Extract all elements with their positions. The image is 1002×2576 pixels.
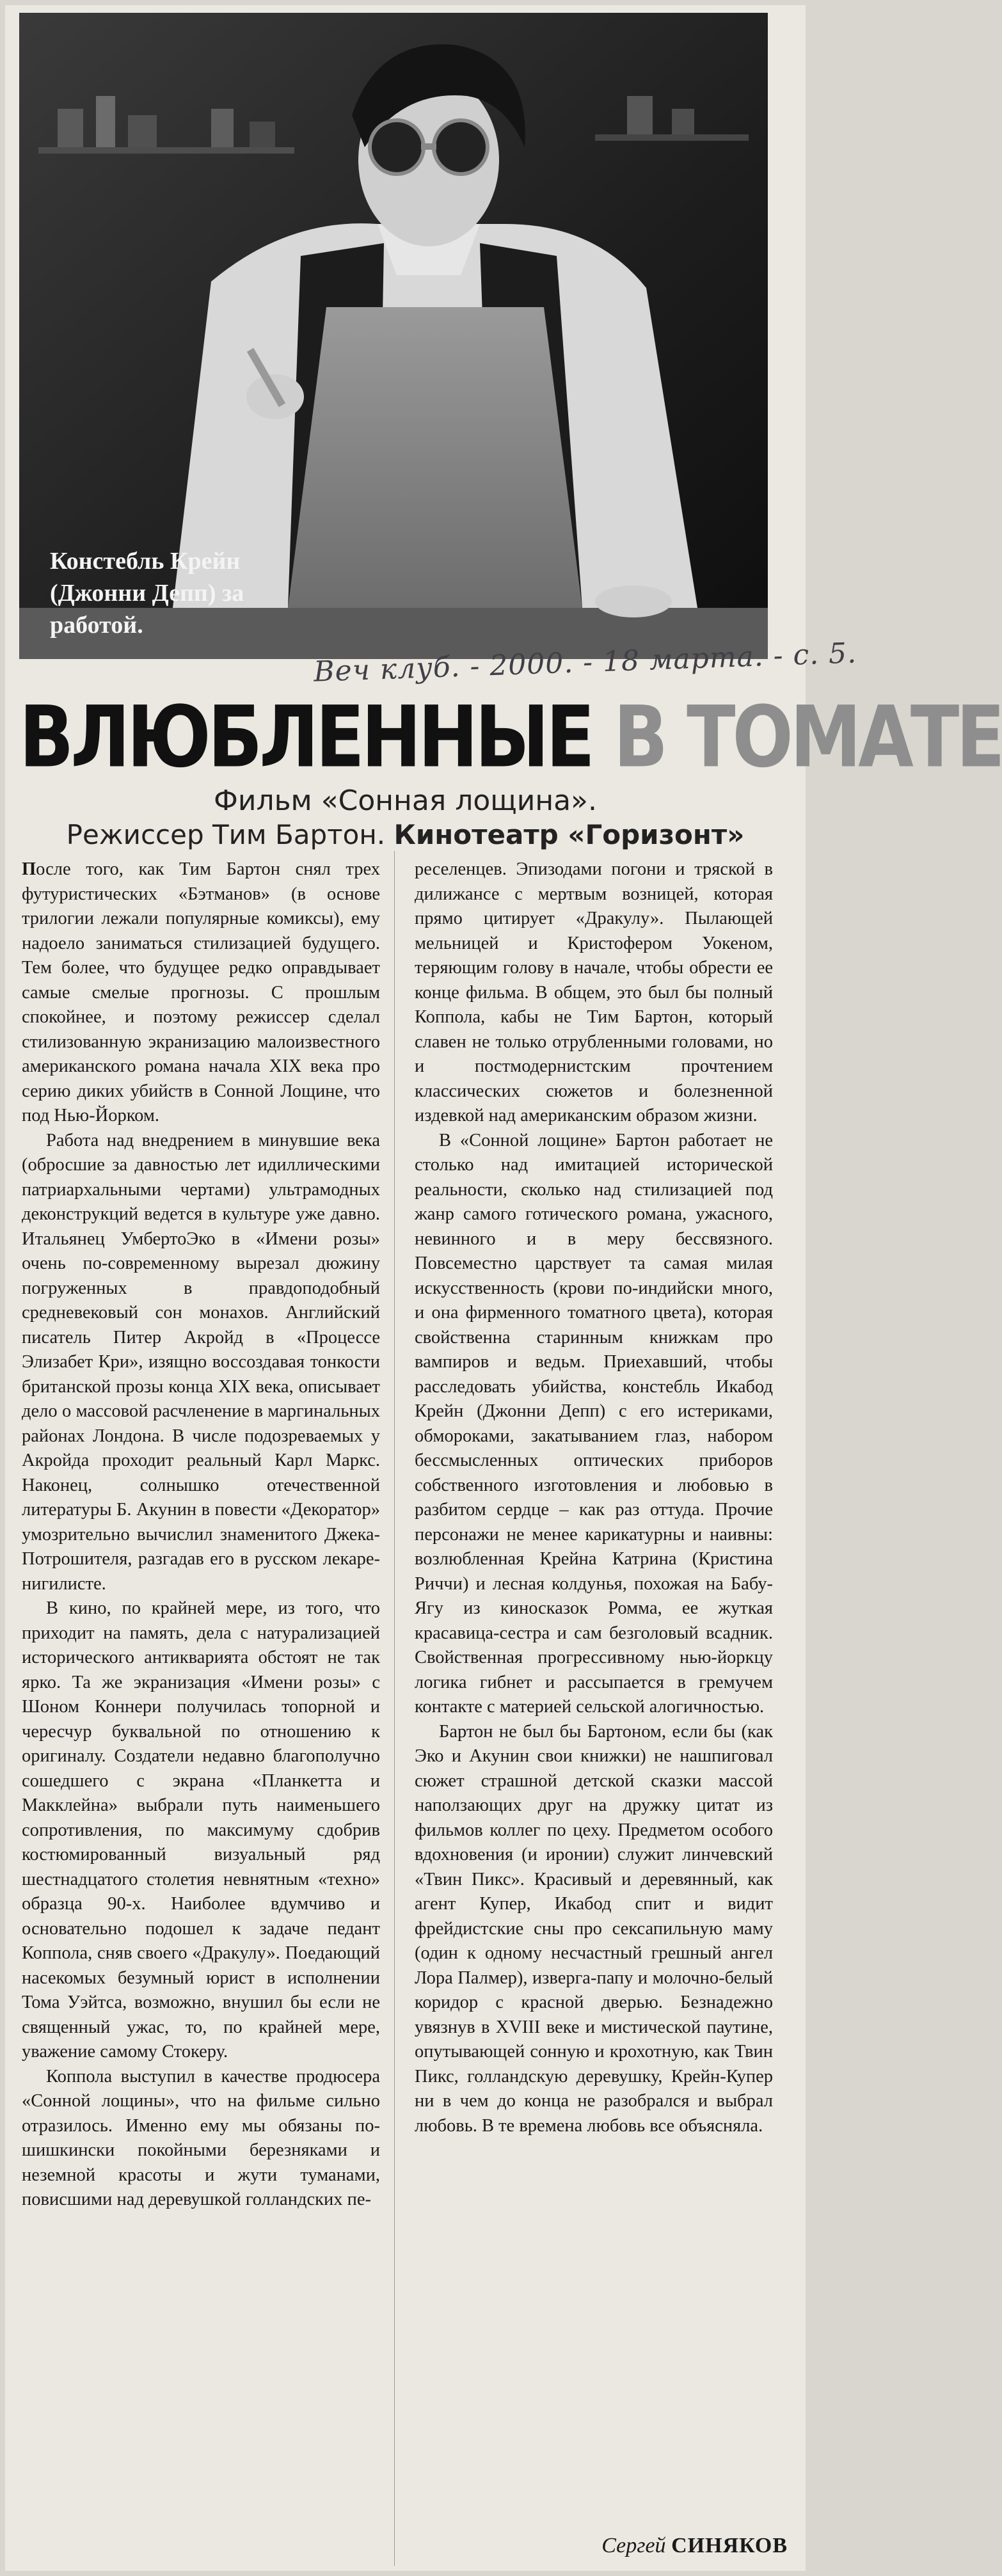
article-paragraph (415, 1720, 773, 2139)
drop-letter: П (22, 859, 36, 879)
subheadline-director-cinema (0, 819, 811, 850)
article-paragraph (22, 857, 380, 1129)
handwritten-source-note: Веч клуб. - 2000. - 18 марта. - с. 5. (313, 637, 857, 688)
author-byline (601, 2534, 788, 2558)
article-column-right (415, 857, 773, 2138)
paragraph-text: осле того, как Тим Бартон снял трех футуристических «Бэтманов» (в основе трилогии лежали популярные комиксы), ему надоело заниматься стилизацией будущего. Тем более, что будущее редко оправдывает самые смелые прогнозы. С прошлым спокойнее, и поэтому режиссер сделал стилизованную экранизацию малоизвестного американского романа начала XIX века про серию диких убийств в Сонной Лощине, что под Нью-Йорком. (22, 859, 380, 1125)
article-paragraph (22, 2065, 380, 2213)
column-divider (394, 851, 395, 2566)
paragraph-text: реселенцев. Эпизодами погони и тряской в дилижансе с мертвым возницей, которая прямо цитирует «Дракулу». Пылающей мельницей и Кристофером Уокеном, теряющим голову в начале, чтобы обрести ее конце фильма. В общем, это был бы полный Коппола, кабы не Тим Бартон, который славен не только отрубленными головами, но и постмодернистским прочтением классических сюжетов и болезненной издевкой над американским образом жизни. (415, 859, 773, 1125)
photo-caption: Констебль Крейн (Джонни Депп) за работой. (50, 548, 244, 639)
article-photo (19, 13, 768, 659)
subheadline-director: Режиссер Тим Бартон. (66, 819, 386, 850)
paragraph-text: Коппола выступил в качестве продюсера «Сонной лощины», что на фильме сильно отразилось. Именно ему мы обязаны по-шишкински покойными березняками и неземной красоты и жути туманами, повисшими над деревушкой голландских пе- (22, 2066, 380, 2209)
author-first-name: Сергей (601, 2534, 666, 2557)
article-paragraph (415, 857, 773, 1129)
subheadline-film: Фильм «Сонная лощина». (214, 784, 597, 817)
paragraph-text: В кино, по крайней мере, из того, что приходит на память, дела с натурализацией исторического антикварията обстоят не так ярко. Та же экранизация «Имени розы» с Шоном Коннери получилась топорной и чересчур буквальной по отношению к оригиналу. Создатели недавно благополучно сошедшего с экрана «Планкетта и Макклейна» выбрали путь наименьшего сопротивления, по максимуму сдобрив костюмированный визуальный ряд шестнадцатого столетия невнятным «техно» образца 90-х. Наиболее вдумчиво и основательно подошел к задаче педант Коппола, сняв своего «Дракулу». Поедающий насекомых безумный юрист в исполнении Тома Уэйтса, возможно, внушил бы если не священный ужас, то, по крайней мере, уважение самому Стокеру. (22, 1598, 380, 2062)
paragraph-text: Работа над внедрением в минувшие века (обросшие за давностью лет идиллическими патриархальными чертами) ультрамодных деконструкций ведется в культуре уже давно. Итальянец УмбертоЭко в «Имени розы» очень по-современному вырезал дюжину погруженных в правдоподобный средневековый сон монахов. Английский писатель Питер Акройд в «Процессе Элизабет Кри», изящно воссоздавая тонкости британской прозы конца XIX века, описывает дело о массовой расчленение в маргинальных районах Лондона. В числе подозреваемых у Акройда проходит реальный Карл Маркс. Наконец, солнышко отечественной литературы Б. Акунин в повести «Декоратор» умозрительно вычислил знаменитого Джека-Потрошителя, разгадав его в русском лекаре-нигилисте. (22, 1130, 380, 1594)
author-surname: СИНЯКОВ (671, 2534, 788, 2557)
subheadline-cinema: Кинотеатр «Горизонт» (394, 819, 745, 850)
article-headline (19, 685, 1002, 790)
article-paragraph (22, 1129, 380, 1597)
headline-part-black: ВЛЮБЛЕННЫЕ (19, 688, 592, 787)
article-paragraph (415, 1129, 773, 1720)
article-paragraph (22, 1596, 380, 2065)
article-column-left (22, 857, 380, 2213)
headline-part-gray: В ТОМАТЕ (613, 688, 1002, 787)
paragraph-text: В «Сонной лощине» Бартон работает не столько над имитацией исторической реальности, сколько над стилизацией под жанр самого готического романа, ужасного, невинного и в меру бессвязного. Повсеместно царствует та самая милая искусственность (крови по-индийски много, и она фирменного томатного цвета), которая свойственна старинным книжкам про вампиров и ведьм. Приехавший, чтобы расследовать убийства, констебль Икабод Крейн (Джонни Депп) с его истериками, обмороками, закатыванием глаз, набором бессмысленных оптических приборов собственного изготовления и любовью в разбитом сердце – как раз оттуда. Прочие персонажи не менее карикатурны и наивны: возлюбленная Крейна Катрина (Кристина Риччи) и лесная колдунья, похожая на Бабу-Ягу из киносказок Ромма, ее жуткая красавица-сестра и сам безголовый всадник. Свойственная прогрессивному нью-йоркцу логика гибнет и рассыпается в гремучем контакте с материей сельской алогичностью. (415, 1130, 773, 1717)
paragraph-text: Бартон не был бы Бартоном, если бы (как Эко и Акунин свои книжки) не нашпиговал сюжет страшной детской сказки массой наползающих друг на дружку цитат из фильмов коллег по цеху. Предметом особого вдохновения (и иронии) служит линчевский «Твин Пикс». Красивый и деревянный, как агент Купер, Икабод спит и видит фрейдистские сны про сексапильную маму (один к одному несчастный грешный ангел Лора Палмер), изверга-папу и молочно-белый коридор с красной дверью. Безнадежно увязнув в XVIII веке и мистической паутине, опутывающей сонную и крохотную, как Твин Пикс, голландскую деревушку, Крейн-Купер ни в чем до конца не разобрался и выбрал любовь. В те времена любовь все объясняла. (415, 1721, 773, 2136)
